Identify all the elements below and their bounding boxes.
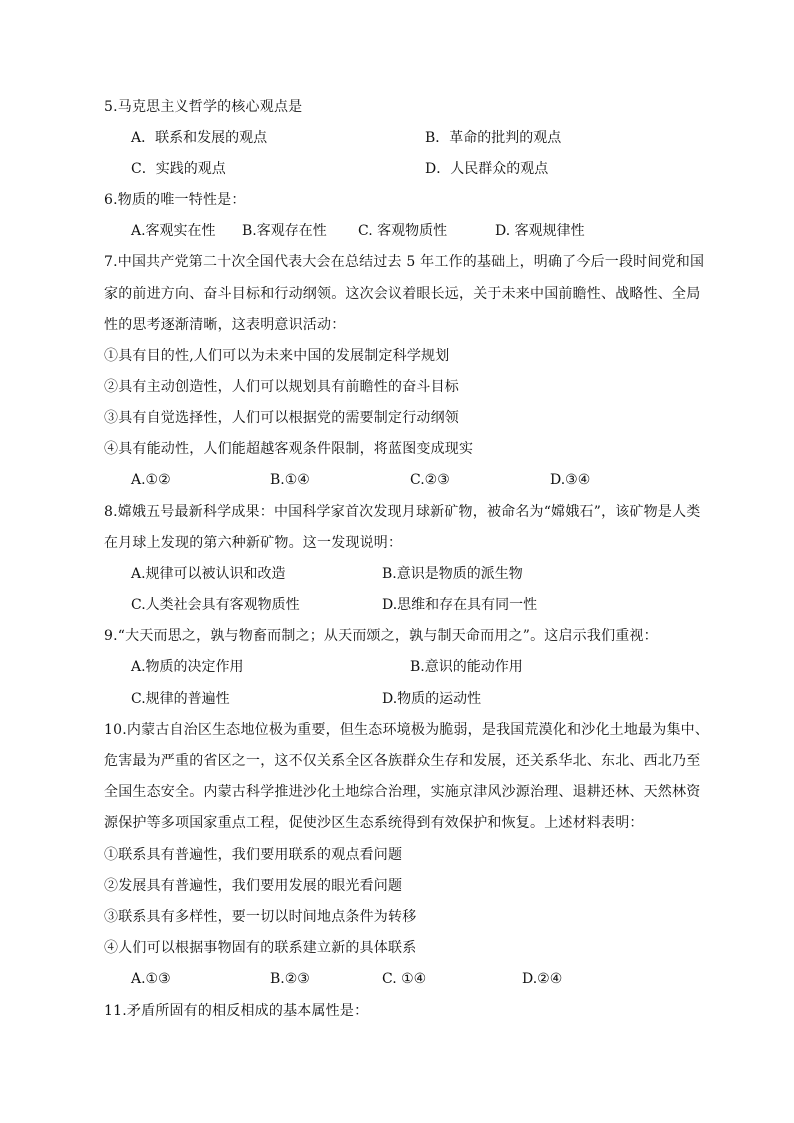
question-6-option-d: D. 客观规律性: [495, 223, 585, 239]
question-6-stem: 6.物质的唯一特性是：: [104, 192, 246, 208]
question-10-item-1: ①联系具有普遍性，我们要用联系的观点看问题: [104, 847, 403, 863]
question-10-option-d: D.②④: [522, 971, 563, 987]
question-8-option-d: D.思维和存在具有同一性: [382, 597, 538, 613]
question-7-item-1: ①具有目的性,人们可以为未来中国的发展制定科学规划: [104, 348, 450, 364]
question-10-stem-line-4: 源保护等多项国家重点工程，促使沙区生态系统得到有效保护和恢复。上述材料表明：: [104, 815, 644, 831]
question-10-option-b: B.②③: [270, 971, 310, 987]
question-10-stem-line-3: 全国生态安全。内蒙古科学推进沙化土地综合治理，实施京津风沙源治理、退耕还林、天然林资: [104, 784, 701, 800]
question-11-stem: 11.矛盾所固有的相反相成的基本属性是：: [104, 1003, 369, 1019]
question-7-item-3: ③具有自觉选择性，人们可以根据党的需要制定行动纲领: [104, 410, 459, 426]
question-9-option-b: B.意识的能动作用: [410, 659, 523, 675]
question-5-option-d: D．人民群众的观点: [425, 161, 549, 177]
question-10-item-4: ④人们可以根据事物固有的联系建立新的具体联系: [104, 940, 417, 956]
question-6-option-b: B.客观存在性: [242, 223, 327, 239]
question-9-stem: 9.“大天而思之，孰与物畜而制之；从天而颂之，孰与制天命而用之”。这启示我们重视：: [104, 628, 658, 644]
question-7-option-c: C.②③: [410, 472, 450, 488]
question-8-option-c: C.人类社会具有客观物质性: [131, 597, 300, 613]
question-7-item-4: ④具有能动性，人们能超越客观条件限制，将蓝图变成现实: [104, 441, 474, 457]
question-8-option-a: A.规律可以被认识和改造: [131, 566, 286, 582]
question-7-option-b: B.①④: [270, 472, 310, 488]
question-7-option-d: D.③④: [550, 472, 591, 488]
question-10-stem-line-2: 危害最为严重的省区之一，这不仅关系全区各族群众生存和发展，还关系华北、东北、西北乃至: [104, 753, 701, 769]
question-10-option-c: C. ①④: [382, 971, 427, 987]
question-5-option-c: C．实践的观点: [131, 161, 226, 177]
question-5-option-b: B．革命的批判的观点: [425, 130, 562, 146]
question-5-stem: 5.马克思主义哲学的核心观点是: [104, 99, 303, 115]
question-9-option-c: C.规律的普遍性: [131, 691, 230, 707]
question-8-stem-line-1: 8.嫦娥五号最新科学成果：中国科学家首次发现月球新矿物，被命名为“嫦娥石”，该矿物是人类: [104, 504, 701, 520]
question-6-option-c: C. 客观物质性: [358, 223, 448, 239]
question-7-item-2: ②具有主动创造性，人们可以规划具有前瞻性的奋斗目标: [104, 379, 459, 395]
question-5-option-a: A．联系和发展的观点: [131, 130, 268, 146]
question-10-option-a: A.①③: [131, 971, 171, 987]
question-7-stem-line-1: 7.中国共产党第二十次全国代表大会在总结过去 5 年工作的基础上，明确了今后一段时间党和国: [104, 254, 705, 270]
question-9-option-a: A.物质的决定作用: [131, 659, 244, 675]
question-10-item-2: ②发展具有普遍性，我们要用发展的眼光看问题: [104, 878, 403, 894]
question-8-stem-line-2: 在月球上发现的第六种新矿物。这一发现说明：: [104, 535, 403, 551]
question-7-option-a: A.①②: [131, 472, 171, 488]
question-6-option-a: A.客观实在性: [131, 223, 216, 239]
question-9-option-d: D.物质的运动性: [382, 691, 482, 707]
question-7-stem-line-3: 性的思考逐渐清晰，这表明意识活动：: [104, 317, 346, 333]
question-7-stem-line-2: 家的前进方向、奋斗目标和行动纲领。这次会议着眼长远，关于未来中国前瞻性、战略性、全局: [104, 286, 701, 302]
question-10-stem-line-1: 10.内蒙古自治区生态地位极为重要，但生态环境极为脆弱，是我国荒漠化和沙化土地最为集中、: [104, 722, 710, 738]
question-10-item-3: ③联系具有多样性，要一切以时间地点条件为转移: [104, 909, 417, 925]
question-8-option-b: B.意识是物质的派生物: [382, 566, 523, 582]
